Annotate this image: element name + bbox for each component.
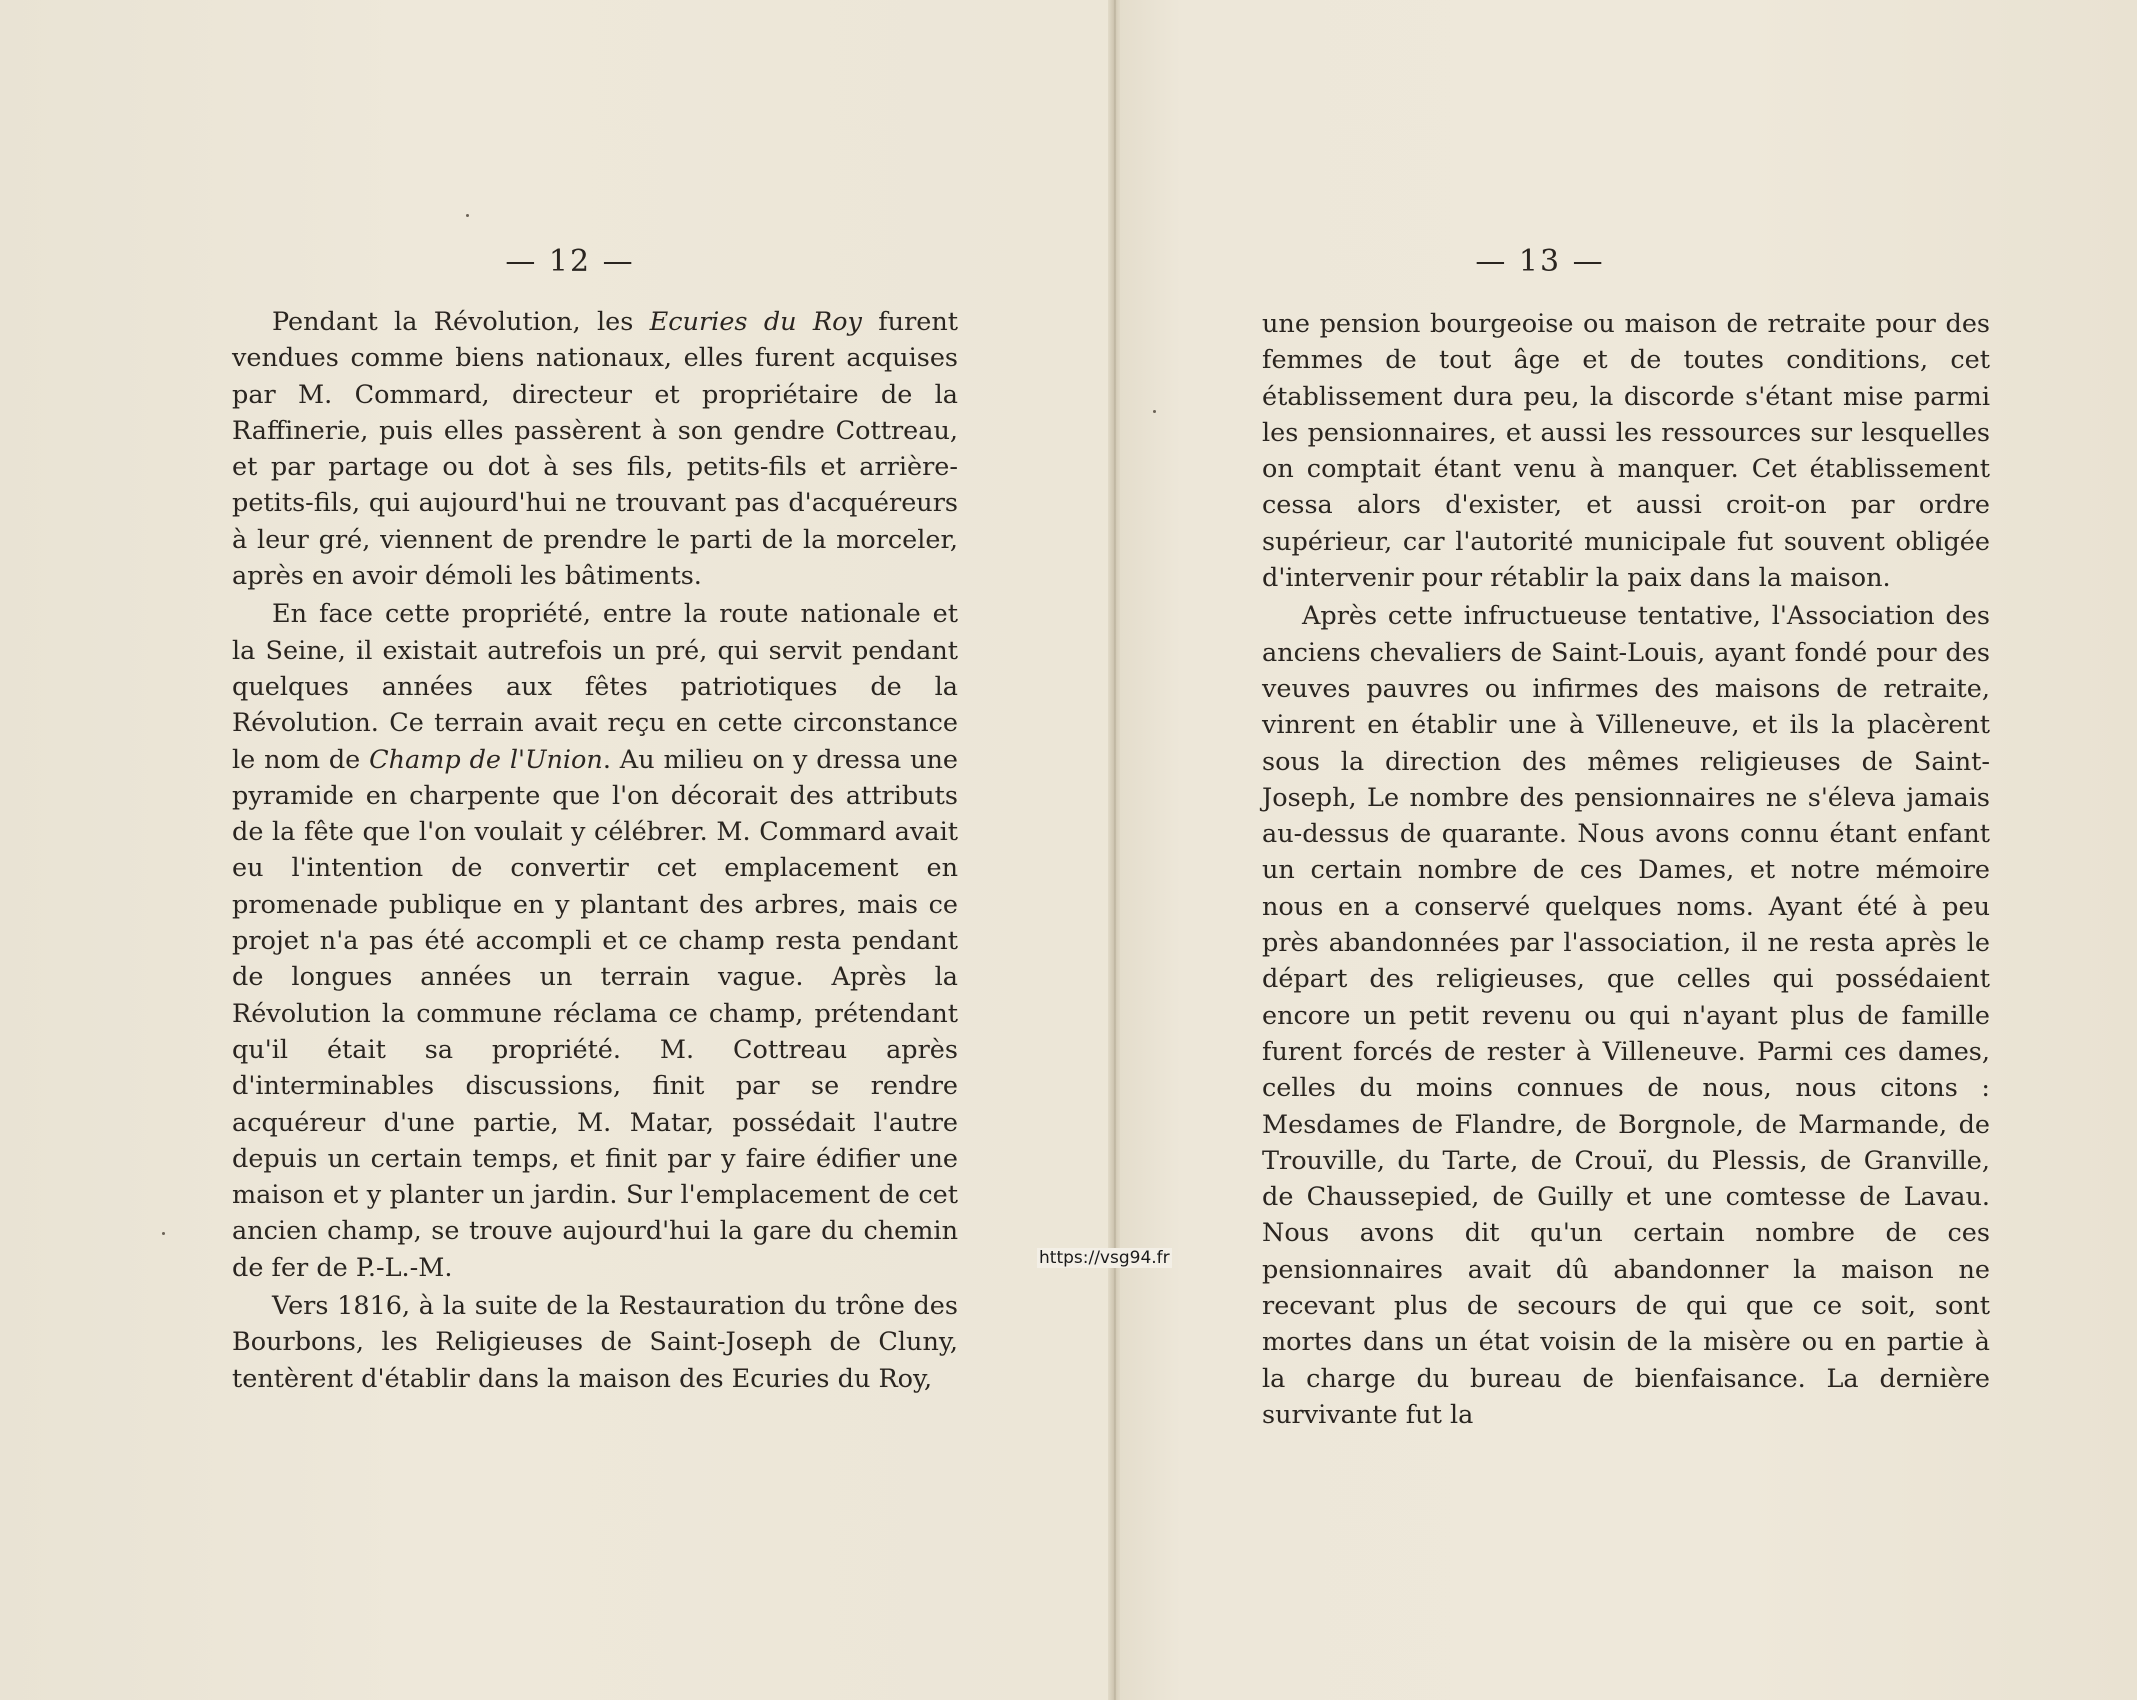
paragraph: Vers 1816, à la suite de la Restauration du trône des Bourbons, les Religieuses de Saint-Joseph de Cluny, tentèrent d'établir dans la maison des Ecuries du Roy,: [232, 1291, 958, 1394]
right-page: [1120, 0, 2137, 1700]
left-page-text: [232, 304, 958, 1397]
paragraph: En face cette propriété, entre la route nationale et la Seine, il existait autrefois un pré, qui servit pendant quelques années aux fêtes patriotiques de la Révolution. Ce terrain avait reçu en cette circonstance le nom de Champ de l'Union. Au milieu on y dressa une pyramide en charpente que l'on décorait des attributs de la fête que l'on voulait y célébrer. M. Commard avait eu l'intention de convertir cet emplacement en promenade publique en y plantant des arbres, mais ce projet n'a pas été accompli et ce champ resta pendant de longues années un terrain vague. Après la Révolution la commune réclama ce champ, prétendant qu'il était sa propriété. M. Cottreau après d'interminables discussions, finit par se rendre acquéreur d'une partie, M. Matar, possédait l'autre depuis un certain temps, et finit par y faire édifier une maison et y planter un jardin. Sur l'emplacement de cet ancien champ, se trouve aujourd'hui la gare du chemin de fer de P.-L.-M.: [232, 599, 959, 1283]
page-number-right: — 13 —: [1475, 244, 1605, 279]
paragraph: une pension bourgeoise ou maison de retraite pour des femmes de tout âge et de toutes conditions, cet établissement dura peu, la discorde s'étant mise parmi les pensionnaires, et aussi les ressources sur lesquelles on comptait étant venu à manquer. Cet établissement cessa alors d'exister, et aussi croit-on par ordre supérieur, car l'autorité municipale fut souvent obligée d'intervenir pour rétablir la paix dans la maison.: [1262, 309, 1990, 594]
paragraph: Pendant la Révolution, les Ecuries du Roy furent vendues comme biens nationaux, elles furent acquises par M. Commard, directeur et propriétaire de la Raffinerie, puis elles passèrent à son gendre Cottreau, et par partage ou dot à ses fils, petits-fils et arrière-petits-fils, qui aujourd'hui ne trouvant pas d'acquéreurs à leur gré, viennent de prendre le parti de la morceler, après en avoir démoli les bâtiments.: [232, 307, 959, 592]
paragraph: Après cette infructueuse tentative, l'Association des anciens chevaliers de Saint-Louis, ayant fondé pour des veuves pauvres ou infirmes des maisons de retraite, vinrent en établir une à Villeneuve, et ils la placèrent sous la direction des mêmes religieuses de Saint-Joseph, Le nombre des pensionnaires ne s'éleva jamais au-dessus de quarante. Nous avons connu étant enfant un certain nombre de ces Dames, et notre mémoire nous en a conservé quelques noms. Ayant été à peu près abandonnées par l'association, il ne resta après le départ des religieuses, que celles qui possédaient encore un petit revenu ou qui n'ayant plus de famille furent forcés de rester à Villeneuve. Parmi ces dames, celles du moins connues de nous, nous citons : Mesdames de Flandre, de Borgnole, de Marmande, de Trouville, du Tarte, de Crouï, du Plessis, de Granville, de Chaussepied, de Guilly et une comtesse de Lavau. Nous avons dit qu'un certain nombre de ces pensionnaires avait dû abandonner la maison ne recevant plus de secours de qui que ce soit, sont mortes dans un état voisin de la misère ou en partie à la charge du bureau de bienfaisance. La dernière survivante fut la: [1262, 601, 1990, 1430]
right-page-text: [1262, 306, 1990, 1433]
source-link[interactable]: https://vsg94.fr: [1039, 1248, 1170, 1268]
page-number-left: — 12 —: [505, 244, 635, 279]
